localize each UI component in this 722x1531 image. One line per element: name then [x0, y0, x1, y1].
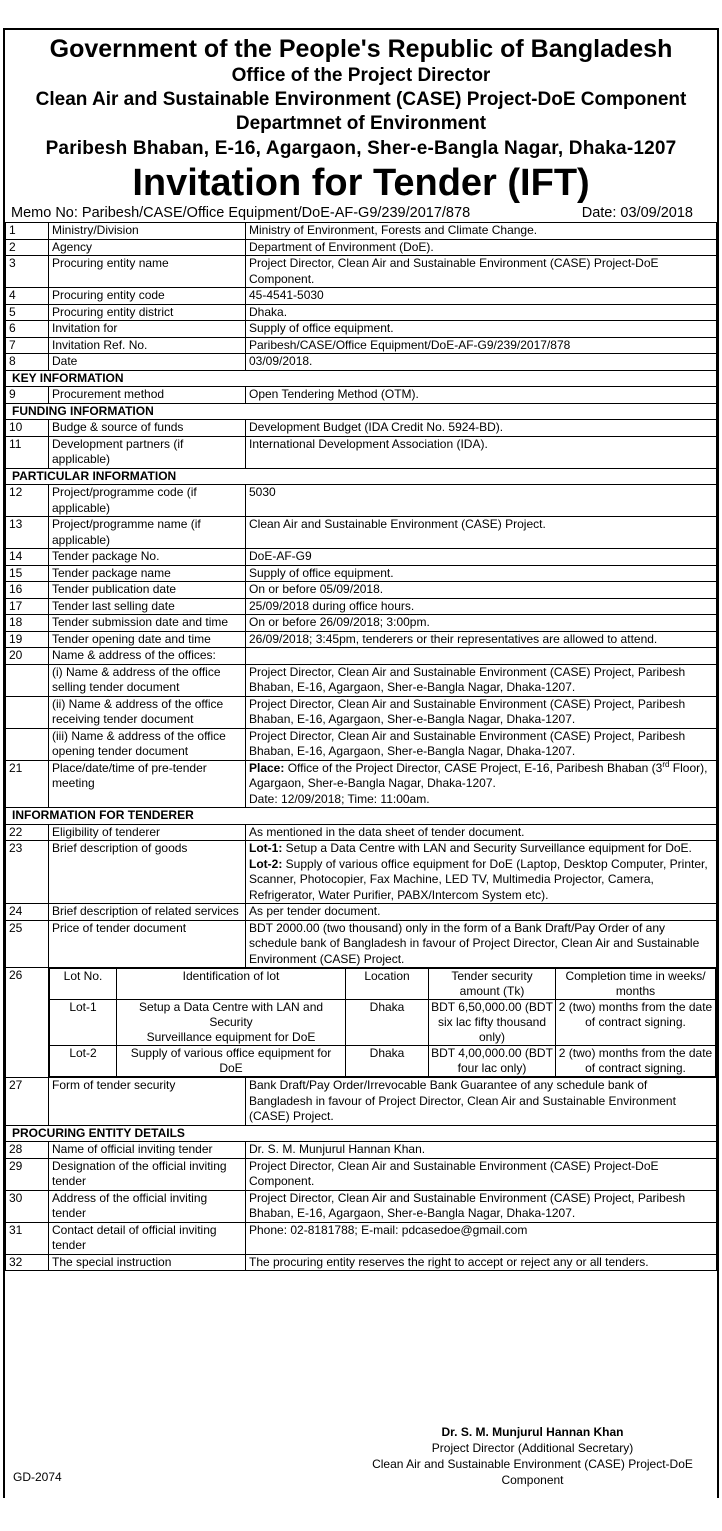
office-title: Office of the Project Director	[231, 65, 491, 86]
table-row: 9 Procurement method Open Tendering Method (OTM).	[6, 387, 717, 404]
table-row: 20 Name & address of the offices:	[6, 648, 717, 665]
table-row: 31 Contact detail of official inviting tender Phone: 02-8181788; E-mail: pdcasedoe@gmail.com	[6, 1222, 717, 1254]
table-row: 19 Tender opening date and time 26/09/2018; 3:45pm, tenderers or their representatives are allowed to attend.	[6, 631, 717, 648]
memo-date: Date: 03/09/2018	[581, 205, 693, 221]
table-row: 27 Form of tender security Bank Draft/Pay Order/Irrevocable Bank Guarantee of any schedule bank of Bangladesh in favour of Project Director, Clean Air and Sustainable Environment (CASE) Project.	[6, 1078, 717, 1126]
gov-title: Government of the People's Republic of Bangladesh	[49, 35, 673, 63]
table-row: 4 Procuring entity code 45-4541-5030	[6, 288, 717, 305]
table-row: (ii) Name & address of the office receiving tender document Project Director, Clean Air and Sustainable Environment (CASE) Project, Paribesh Bhaban, E-16, Agargaon, Sher-e-Bangla Nagar, Dhaka-1207.	[6, 696, 717, 728]
table-row: 18 Tender submission date and time On or before 26/09/2018; 3:00pm.	[6, 615, 717, 632]
signatory-name: Dr. S. M. Munjurul Hannan Khan	[441, 1425, 624, 1439]
table-row: 7 Invitation Ref. No. Paribesh/CASE/Office Equipment/DoE-AF-G9/239/2017/878	[6, 337, 717, 354]
table-row: 29 Designation of the official inviting tender Project Director, Clean Air and Sustainable Environment (CASE) Project-DoE Component.	[6, 1158, 717, 1190]
signature-block	[360, 1424, 705, 1488]
table-row: 3 Procuring entity name Project Director, Clean Air and Sustainable Environment (CASE) Project-DoE Component.	[6, 256, 717, 288]
office-address: Paribesh Bhaban, E-16, Agargaon, Sher-e-Bangla Nagar, Dhaka-1207	[45, 138, 677, 159]
dept-title: Departmnet of Environment	[235, 113, 487, 134]
table-row: 2 Agency Department of Environment (DoE).	[6, 239, 717, 256]
signatory-title: Project Director (Additional Secretary)	[431, 1441, 634, 1455]
table-row: 17 Tender last selling date 25/09/2018 during office hours.	[6, 598, 717, 615]
section-heading: FUNDING INFORMATION	[6, 403, 717, 420]
lot-header-row: Lot No. Identification of lot Location Tender security amount (Tk) Completion time in weeks/ months	[50, 969, 716, 1000]
memo-no: Memo No: Paribesh/CASE/Office Equipment/DoE-AF-G9/239/2017/878	[11, 205, 471, 221]
table-row: 6 Invitation for Supply of office equipment.	[6, 321, 717, 338]
table-row: 5 Procuring entity district Dhaka.	[6, 304, 717, 321]
tender-notice	[3, 28, 719, 1498]
page-title: Invitation for Tender (IFT)	[132, 162, 590, 204]
table-row: 13 Project/programme name (if applicable) Clean Air and Sustainable Environment (CASE) Project.	[6, 517, 717, 549]
table-row: 24 Brief description of related services As per tender document.	[6, 904, 717, 921]
table-row: 16 Tender publication date On or before 05/09/2018.	[6, 582, 717, 599]
section-heading: KEY INFORMATION	[6, 370, 717, 387]
signatory-org: Clean Air and Sustainable Environment (CASE) Project-DoE	[372, 1457, 693, 1471]
section-heading: PARTICULAR INFORMATION	[6, 468, 717, 485]
table-row: 32 The special instruction The procuring entity reserves the right to accept or reject any or all tenders.	[6, 1254, 717, 1271]
lot-table	[49, 968, 716, 1077]
table-row: 25 Price of tender document BDT 2000.00 (two thousand) only in the form of a Bank Draft/Pay Order of any schedule bank of Bangladesh in favour of Project Director, Clean Air and Sustainable Environment (CASE) Project.	[6, 920, 717, 968]
signatory-org-2: Component	[501, 1473, 564, 1487]
table-row: 28 Name of official inviting tender Dr. S. M. Munjurul Hannan Khan.	[6, 1142, 717, 1159]
table-row: 23 Brief description of goods Lot-1: Setup a Data Centre with LAN and Security Surveillance equipment for DoE. Lot-2: Supply of various office equipment for DoE (Laptop, Desktop Computer, Printer, Scanner, Photocopier, Fax Machine, LED TV, Multimedia Projector, Camera, Refrigerator, Water Purifier, PABX/Intercom System etc).	[6, 841, 717, 904]
tender-table	[5, 222, 717, 1271]
table-row: 14 Tender package No. DoE-AF-G9	[6, 549, 717, 566]
table-row: 8 Date 03/09/2018.	[6, 354, 717, 371]
table-row: 30 Address of the official inviting tender Project Director, Clean Air and Sustainable Environment (CASE) Project, Paribesh Bhaban, E-16, Agargaon, Sher-e-Bangla Nagar, Dhaka-1207.	[6, 1190, 717, 1222]
project-title: Clean Air and Sustainable Environment (CASE) Project-DoE Component	[35, 89, 687, 110]
table-row: 10 Budge & source of funds Development Budget (IDA Credit No. 5924-BD).	[6, 420, 717, 437]
table-row: 11 Development partners (if applicable) International Development Association (IDA).	[6, 436, 717, 468]
footer-code: GD-2074	[13, 1470, 62, 1484]
memo-line	[5, 204, 717, 222]
table-row: 26 Lot No. Identification of lot Location Tender security amount (Tk) Completion time in weeks/ months Lot-1 Setup a Data Centre with LAN and Security Surveillance equipment for DoE Dhaka BDT 6,50,000.00 (BDT six lac fifty thousand only) 2 (two) months from the date of contract signing. Lot-2 Supply of various office equipment for DoE Dhaka BDT 4,00,000.00 (BDT four lac only) 2 (two) months from the date of contract signing.	[6, 968, 717, 1078]
lot-row: Lot-1 Setup a Data Centre with LAN and Security Surveillance equipment for DoE Dhaka BDT 6,50,000.00 (BDT six lac fifty thousand only) 2 (two) months from the date of contract signing.	[50, 1000, 716, 1046]
table-row: (iii) Name & address of the office opening tender document Project Director, Clean Air and Sustainable Environment (CASE) Project, Paribesh Bhaban, E-16, Agargaon, Sher-e-Bangla Nagar, Dhaka-1207.	[6, 728, 717, 760]
table-row: (i) Name & address of the office selling tender document Project Director, Clean Air and Sustainable Environment (CASE) Project, Paribesh Bhaban, E-16, Agargaon, Sher-e-Bangla Nagar, Dhaka-1207.	[6, 664, 717, 696]
table-row: 15 Tender package name Supply of office equipment.	[6, 565, 717, 582]
table-row: 1 Ministry/Division Ministry of Environment, Forests and Climate Change.	[6, 223, 717, 240]
lot-row: Lot-2 Supply of various office equipment for DoE Dhaka BDT 4,00,000.00 (BDT four lac only) 2 (two) months from the date of contract signing.	[50, 1046, 716, 1077]
table-row: 22 Eligibility of tenderer As mentioned in the data sheet of tender document.	[6, 824, 717, 841]
table-row: 21 Place/date/time of pre-tender meeting Place: Office of the Project Director, CASE Project, E-16, Paribesh Bhaban (3rd Floor), Agargaon, Sher-e-Bangla Nagar, Dhaka-1207. Date: 12/09/2018; Time: 11:00am.	[6, 760, 717, 808]
section-heading: PROCURING ENTITY DETAILS	[6, 1125, 717, 1142]
table-row: 12 Project/programme code (if applicable) 5030	[6, 485, 717, 517]
section-heading: INFORMATION FOR TENDERER	[6, 808, 717, 825]
